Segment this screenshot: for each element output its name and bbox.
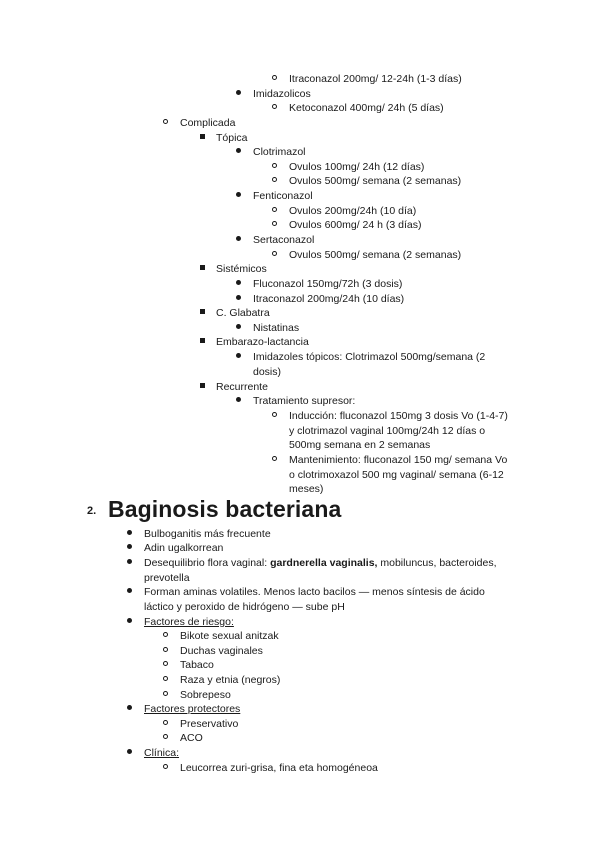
circle-bullet-icon — [272, 101, 277, 116]
list-item: Bikote sexual anitzak — [180, 630, 279, 642]
list-item: Sertaconazol — [253, 234, 315, 246]
circle-bullet-icon — [163, 717, 168, 732]
list-item: Recurrente — [216, 381, 268, 393]
list-item-heading: Clínica: — [144, 747, 180, 759]
list-item: Raza y etnia (negros) — [180, 674, 281, 686]
list-item: Bulboganitis más frecuente — [144, 528, 271, 540]
disc-bullet-icon — [236, 87, 241, 102]
disc-bullet-icon — [127, 702, 132, 717]
circle-bullet-icon — [272, 160, 277, 175]
list-item: Nistatinas — [253, 322, 300, 334]
list-item: Tratamiento supresor: — [253, 395, 356, 407]
disc-bullet-icon — [127, 556, 132, 571]
section-title: Baginosis bacteriana — [108, 496, 342, 522]
list-item-continuation: o clotrimoxazol 500 mg vaginal/ semana (6-12 — [289, 469, 504, 481]
list-item: Inducción: fluconazol 150mg 3 dosis Vo (1-4-7) — [289, 410, 508, 422]
list-item: Embarazo-lactancia — [216, 336, 309, 348]
list-item-text: mobiluncus, bacteroides, — [377, 557, 497, 569]
list-item-continuation: y clotrimazol vaginal 100mg/24h 12 días o — [289, 425, 486, 437]
list-item-continuation: 500mg semana en 2 semanas — [289, 439, 431, 451]
circle-bullet-icon — [163, 761, 168, 776]
square-bullet-icon — [200, 335, 205, 350]
list-item: Tabaco — [180, 659, 214, 671]
disc-bullet-icon — [236, 394, 241, 409]
list-item-text: Desequilibrio flora vaginal: — [144, 557, 271, 569]
list-item: Complicada — [180, 117, 236, 129]
disc-bullet-icon — [127, 615, 132, 630]
disc-bullet-icon — [236, 321, 241, 336]
list-item-continuation: prevotella — [144, 572, 190, 584]
list-item: Duchas vaginales — [180, 645, 263, 657]
disc-bullet-icon — [127, 541, 132, 556]
disc-bullet-icon — [127, 746, 132, 761]
list-item: ACO — [180, 732, 203, 744]
list-item: Ovulos 100mg/ 24h (12 días) — [289, 161, 425, 173]
list-item: Clotrimazol — [253, 146, 306, 158]
list-item: C. Glabatra — [216, 307, 270, 319]
square-bullet-icon — [200, 262, 205, 277]
circle-bullet-icon — [163, 658, 168, 673]
disc-bullet-icon — [236, 350, 241, 365]
circle-bullet-icon — [163, 116, 168, 131]
circle-bullet-icon — [163, 688, 168, 703]
list-item-continuation: meses) — [289, 483, 324, 495]
square-bullet-icon — [200, 131, 205, 146]
square-bullet-icon — [200, 306, 205, 321]
list-item: Imidazoles tópicos: Clotrimazol 500mg/semana (2 — [253, 351, 486, 363]
disc-bullet-icon — [236, 189, 241, 204]
list-item: Ovulos 500mg/ semana (2 semanas) — [289, 249, 462, 261]
list-item: Adin ugalkorrean — [144, 542, 224, 554]
disc-bullet-icon — [127, 585, 132, 600]
circle-bullet-icon — [163, 629, 168, 644]
list-item: Sobrepeso — [180, 689, 231, 701]
list-item: Forman aminas volatiles. Menos lacto bacilos — menos síntesis de ácido — [144, 586, 485, 598]
list-item-heading: Factores de riesgo: — [144, 616, 234, 628]
list-item: Fluconazol 150mg/72h (3 dosis) — [253, 278, 403, 290]
list-item-continuation: dosis) — [253, 366, 282, 378]
bold-term: gardnerella vaginalis, — [270, 557, 378, 569]
disc-bullet-icon — [127, 527, 132, 542]
list-item-heading: Factores protectores — [144, 703, 241, 715]
list-item: Sistémicos — [216, 263, 267, 275]
circle-bullet-icon — [163, 731, 168, 746]
circle-bullet-icon — [272, 174, 277, 189]
list-item: Ovulos 500mg/ semana (2 semanas) — [289, 175, 462, 187]
list-item — [144, 556, 497, 571]
disc-bullet-icon — [236, 233, 241, 248]
list-item: Ovulos 200mg/24h (10 día) — [289, 205, 417, 217]
list-item: Leucorrea zuri-grisa, fina eta homogéneoa — [180, 762, 378, 774]
circle-bullet-icon — [272, 453, 277, 468]
list-item: Tópica — [216, 132, 248, 144]
disc-bullet-icon — [236, 145, 241, 160]
circle-bullet-icon — [272, 409, 277, 424]
list-item: Itraconazol 200mg/24h (10 días) — [253, 293, 405, 305]
list-item: Fenticonazol — [253, 190, 313, 202]
circle-bullet-icon — [272, 248, 277, 263]
list-item: Ovulos 600mg/ 24 h (3 días) — [289, 219, 422, 231]
list-item: Ketoconazol 400mg/ 24h (5 días) — [289, 102, 444, 114]
disc-bullet-icon — [236, 292, 241, 307]
circle-bullet-icon — [163, 673, 168, 688]
square-bullet-icon — [200, 380, 205, 395]
circle-bullet-icon — [163, 644, 168, 659]
circle-bullet-icon — [272, 218, 277, 233]
disc-bullet-icon — [236, 277, 241, 292]
list-item: Preservativo — [180, 718, 239, 730]
list-item: Mantenimiento: fluconazol 150 mg/ semana Vo — [289, 454, 508, 466]
list-item-continuation: láctico y peroxido de hidrógeno — sube pH — [144, 601, 345, 613]
section-number: 2. — [87, 505, 97, 517]
list-item: Itraconazol 200mg/ 12-24h (1-3 días) — [289, 73, 462, 85]
list-item: Imidazolicos — [253, 88, 311, 100]
circle-bullet-icon — [272, 72, 277, 87]
circle-bullet-icon — [272, 204, 277, 219]
